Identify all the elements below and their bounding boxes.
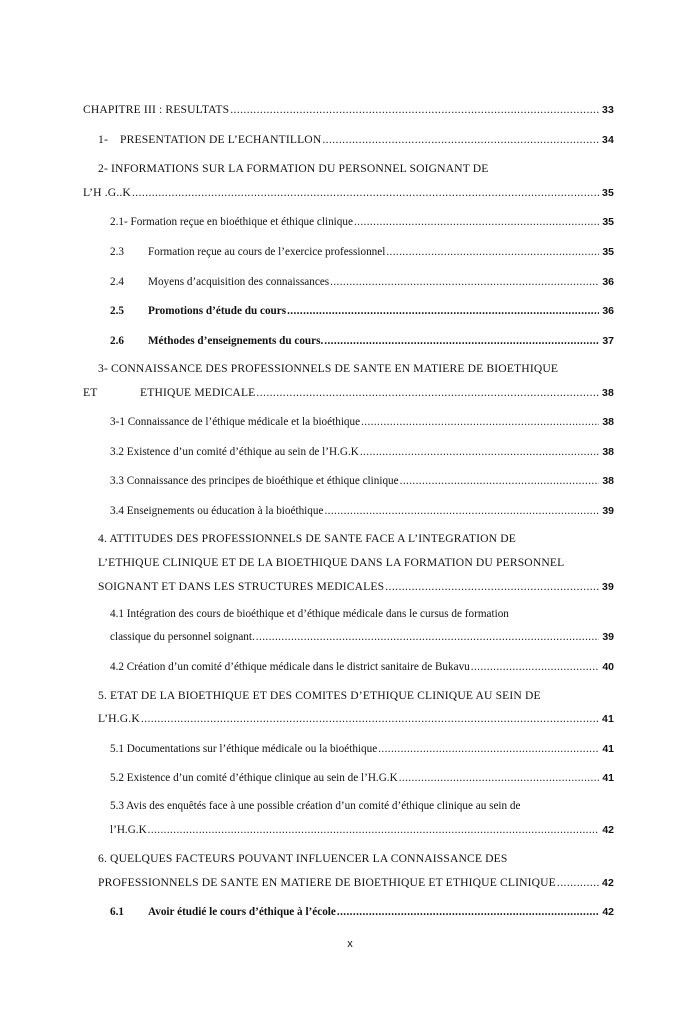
- toc-entry-4-2[interactable]: [110, 660, 614, 674]
- toc-page: 39: [602, 631, 614, 643]
- toc-label: CHAPITRE III : RESULTATS: [83, 103, 230, 116]
- toc-entry-5-2[interactable]: [110, 771, 614, 785]
- leader-dots: [386, 245, 599, 259]
- toc-label: Promotions d’étude du cours: [148, 305, 287, 317]
- toc-label: Moyens d’acquisition des connaissances: [148, 276, 330, 288]
- toc-label: ETHIQUE MEDICALE: [140, 386, 256, 399]
- leader-dots: [378, 742, 599, 756]
- toc-page: 34: [602, 134, 614, 146]
- toc-page: 42: [602, 877, 614, 889]
- toc-page: 36: [602, 305, 614, 317]
- leader-dots: [354, 215, 599, 229]
- leader-dots: [399, 771, 599, 785]
- toc-number: 2.4: [110, 276, 124, 288]
- page-number: x: [347, 938, 353, 950]
- toc-page: 36: [602, 276, 614, 288]
- toc-page: 38: [602, 416, 614, 428]
- toc-number: 2.3: [110, 246, 124, 258]
- toc-entry-4[interactable]: [98, 580, 614, 594]
- toc-label: SOIGNANT ET DANS LES STRUCTURES MEDICALES: [98, 580, 385, 593]
- toc-entry-3-2[interactable]: [110, 445, 614, 459]
- toc-entry-3-line1: 3- CONNAISSANCE DES PROFESSIONNELS DE SANTE EN MATIERE DE BIOETHIQUE: [98, 362, 559, 375]
- toc-label: l’H.G.K: [110, 824, 147, 836]
- toc-entry-5-line1: 5. ETAT DE LA BIOETHIQUE ET DES COMITES D’ETHIQUE CLINIQUE AU SEIN DE: [98, 689, 541, 702]
- leader-dots: [361, 415, 599, 429]
- toc-label: 4.2 Création d’un comité d’éthique médicale dans le district sanitaire de Bukavu: [110, 661, 470, 673]
- toc-entry-2-line1: 2- INFORMATIONS SUR LA FORMATION DU PERSONNEL SOIGNANT DE: [98, 162, 489, 175]
- toc-page: 38: [602, 446, 614, 458]
- toc-page: 42: [602, 824, 614, 836]
- toc-label: 2.1- Formation reçue en bioéthique et éthique clinique: [110, 216, 353, 228]
- leader-dots: [132, 186, 599, 200]
- toc-page: 35: [602, 187, 614, 199]
- toc-page: 39: [602, 581, 614, 593]
- toc-label: 5.2 Existence d’un comité d’éthique clinique au sein de l’H.G.K: [110, 772, 398, 784]
- toc-entry-chapter-3[interactable]: [83, 103, 614, 117]
- toc-page: 37: [602, 335, 614, 347]
- toc-label: PRESENTATION DE L’ECHANTILLON: [120, 133, 322, 146]
- toc-entry-3[interactable]: [83, 386, 614, 400]
- toc-entry-2-6[interactable]: [110, 334, 614, 348]
- toc-page: 39: [602, 505, 614, 517]
- leader-dots: [400, 474, 599, 488]
- toc-number: 1-: [98, 133, 108, 146]
- toc-page: 33: [602, 104, 614, 116]
- toc-label: 3-1 Connaissance de l’éthique médicale et la bioéthique: [110, 416, 361, 428]
- toc-entry-6-1[interactable]: [110, 905, 614, 919]
- toc-entry-6[interactable]: [98, 876, 614, 890]
- leader-dots: [385, 580, 599, 594]
- toc-label: PROFESSIONNELS DE SANTE EN MATIERE DE BIOETHIQUE ET ETHIQUE CLINIQUE: [98, 876, 556, 889]
- toc-entry-6-line1: 6. QUELQUES FACTEURS POUVANT INFLUENCER LA CONNAISSANCE DES: [98, 852, 508, 865]
- leader-dots: [360, 445, 599, 459]
- toc-label: L’H.G.K: [98, 712, 140, 725]
- toc-label: Formation reçue au cours de l’exercice professionnel: [148, 246, 386, 258]
- leader-dots: [256, 386, 599, 400]
- toc-entry-2-4[interactable]: [110, 275, 614, 289]
- leader-dots: [256, 630, 599, 644]
- toc-entry-1[interactable]: [98, 133, 614, 147]
- toc-label: 3.4 Enseignements ou éducation à la bioéthique: [110, 505, 324, 517]
- toc-entry-4-1-line1: 4.1 Intégration des cours de bioéthique et d’éthique médicale dans le cursus de formation: [110, 608, 509, 620]
- toc-label: classique du personnel soignant.: [110, 631, 255, 643]
- toc-entry-5-3-line1: 5.3 Avis des enquêtés face à une possible création d’un comité d’éthique clinique au sein de: [110, 800, 521, 812]
- toc-label: Avoir étudié le cours d’éthique à l’école: [148, 906, 336, 918]
- toc-entry-3-3[interactable]: [110, 474, 614, 488]
- toc-label: 3.3 Connaissance des principes de bioéthique et éthique clinique: [110, 475, 399, 487]
- toc-entry-3-4[interactable]: [110, 504, 614, 518]
- toc-page: 38: [602, 387, 614, 399]
- leader-dots: [148, 823, 599, 837]
- toc-label: Méthodes d’enseignements du cours.: [148, 335, 324, 347]
- toc-page: 42: [602, 906, 614, 918]
- toc-number: 2.5: [110, 305, 124, 317]
- toc-entry-5[interactable]: [98, 712, 614, 726]
- toc-page: 41: [602, 772, 614, 784]
- toc-entry-2-1[interactable]: [110, 215, 614, 229]
- toc-entry-4-line1: 4. ATTITUDES DES PROFESSIONNELS DE SANTE FACE A L’INTEGRATION DE: [98, 532, 516, 545]
- leader-dots: [324, 334, 599, 348]
- toc-label: 5.1 Documentations sur l’éthique médicale ou la bioéthique: [110, 743, 378, 755]
- toc-entry-2[interactable]: [83, 186, 614, 200]
- leader-dots: [557, 876, 599, 890]
- toc-label: L’H .G..K: [83, 186, 131, 199]
- toc-entry-5-3[interactable]: [110, 823, 614, 837]
- toc-label-part: ET: [83, 386, 98, 399]
- toc-entry-3-1[interactable]: [110, 415, 614, 429]
- toc-number: 2.6: [110, 335, 124, 347]
- toc-entry-2-3[interactable]: [110, 245, 614, 259]
- toc-entry-4-1[interactable]: [110, 630, 614, 644]
- leader-dots: [324, 504, 599, 518]
- toc-entry-5-1[interactable]: [110, 742, 614, 756]
- leader-dots: [141, 712, 599, 726]
- leader-dots: [337, 905, 599, 919]
- toc-page: 35: [602, 216, 614, 228]
- toc-page: 41: [602, 713, 614, 725]
- toc-label: 3.2 Existence d’un comité d’éthique au sein de l’H.G.K: [110, 446, 359, 458]
- leader-dots: [322, 133, 599, 147]
- toc-entry-4-line2: L’ETHIQUE CLINIQUE ET DE LA BIOETHIQUE DANS LA FORMATION DU PERSONNEL: [98, 556, 565, 569]
- toc-page: 41: [602, 743, 614, 755]
- leader-dots: [471, 660, 599, 674]
- toc-page: 35: [602, 246, 614, 258]
- toc-number: 6.1: [110, 906, 124, 918]
- toc-entry-2-5[interactable]: [110, 304, 614, 318]
- leader-dots: [330, 275, 599, 289]
- toc-page: 38: [602, 475, 614, 487]
- toc-page: 40: [602, 661, 614, 673]
- leader-dots: [287, 304, 599, 318]
- leader-dots: [230, 103, 599, 117]
